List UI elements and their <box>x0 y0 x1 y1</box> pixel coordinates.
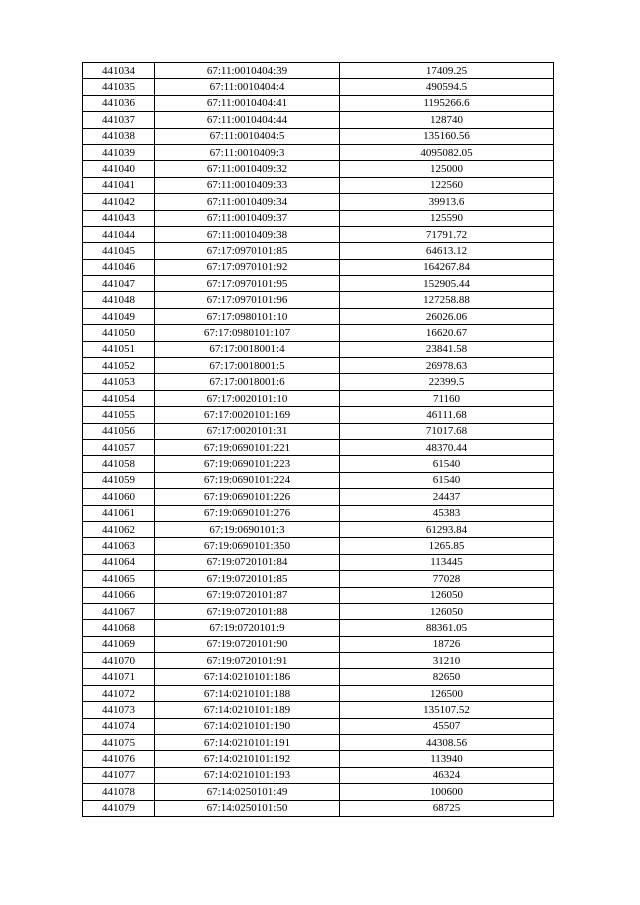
table-row <box>83 226 554 242</box>
table-row <box>83 784 554 800</box>
value-cell: 45507 <box>340 718 554 734</box>
value-cell: 17409.25 <box>340 63 554 79</box>
row-number-cell: 441069 <box>83 636 155 652</box>
cadastral-number-cell: 67:19:0690101:350 <box>155 538 340 554</box>
row-number-cell: 441070 <box>83 653 155 669</box>
row-number-cell: 441050 <box>83 325 155 341</box>
cadastral-number-cell: 67:11:0010409:34 <box>155 194 340 210</box>
table-row <box>83 653 554 669</box>
row-number-cell: 441074 <box>83 718 155 734</box>
row-number-cell: 441046 <box>83 259 155 275</box>
table-row <box>83 128 554 144</box>
table-row <box>83 587 554 603</box>
table-row <box>83 210 554 226</box>
row-number-cell: 441071 <box>83 669 155 685</box>
table-row <box>83 390 554 406</box>
row-number-cell: 441037 <box>83 112 155 128</box>
row-number-cell: 441049 <box>83 308 155 324</box>
cadastral-number-cell: 67:17:0020101:31 <box>155 423 340 439</box>
row-number-cell: 441065 <box>83 571 155 587</box>
value-cell: 1195266.6 <box>340 95 554 111</box>
cadastral-number-cell: 67:17:0018001:4 <box>155 341 340 357</box>
table-row <box>83 341 554 357</box>
value-cell: 126050 <box>340 587 554 603</box>
cadastral-number-cell: 67:19:0690101:221 <box>155 439 340 455</box>
cadastral-number-cell: 67:17:0018001:6 <box>155 374 340 390</box>
table-row <box>83 620 554 636</box>
value-cell: 46324 <box>340 767 554 783</box>
table-row <box>83 407 554 423</box>
table-row <box>83 636 554 652</box>
cadastral-number-cell: 67:19:0690101:223 <box>155 456 340 472</box>
row-number-cell: 441059 <box>83 472 155 488</box>
cadastral-number-cell: 67:14:0210101:190 <box>155 718 340 734</box>
value-cell: 61540 <box>340 472 554 488</box>
row-number-cell: 441040 <box>83 161 155 177</box>
table-row <box>83 472 554 488</box>
cadastral-number-cell: 67:19:0720101:85 <box>155 571 340 587</box>
row-number-cell: 441078 <box>83 784 155 800</box>
table-row <box>83 702 554 718</box>
cadastral-number-cell: 67:11:0010409:33 <box>155 177 340 193</box>
table-row <box>83 423 554 439</box>
value-cell: 45383 <box>340 505 554 521</box>
cadastral-number-cell: 67:11:0010409:37 <box>155 210 340 226</box>
table-row <box>83 554 554 570</box>
row-number-cell: 441053 <box>83 374 155 390</box>
value-cell: 61540 <box>340 456 554 472</box>
row-number-cell: 441068 <box>83 620 155 636</box>
value-cell: 1265.85 <box>340 538 554 554</box>
table-row <box>83 538 554 554</box>
cadastral-number-cell: 67:14:0210101:189 <box>155 702 340 718</box>
table-row <box>83 669 554 685</box>
value-cell: 23841.58 <box>340 341 554 357</box>
table-row <box>83 521 554 537</box>
row-number-cell: 441054 <box>83 390 155 406</box>
row-number-cell: 441047 <box>83 276 155 292</box>
row-number-cell: 441048 <box>83 292 155 308</box>
cadastral-number-cell: 67:19:0720101:87 <box>155 587 340 603</box>
cadastral-number-cell: 67:14:0210101:191 <box>155 735 340 751</box>
cadastral-number-cell: 67:17:0020101:169 <box>155 407 340 423</box>
row-number-cell: 441079 <box>83 800 155 816</box>
row-number-cell: 441034 <box>83 63 155 79</box>
table-row <box>83 243 554 259</box>
table-row <box>83 685 554 701</box>
cadastral-number-cell: 67:17:0980101:107 <box>155 325 340 341</box>
table-row <box>83 571 554 587</box>
value-cell: 18726 <box>340 636 554 652</box>
row-number-cell: 441062 <box>83 521 155 537</box>
cadastral-number-cell: 67:11:0010409:38 <box>155 226 340 242</box>
cadastral-number-cell: 67:14:0210101:188 <box>155 685 340 701</box>
row-number-cell: 441073 <box>83 702 155 718</box>
row-number-cell: 441060 <box>83 489 155 505</box>
row-number-cell: 441036 <box>83 95 155 111</box>
value-cell: 88361.05 <box>340 620 554 636</box>
cadastral-number-cell: 67:14:0210101:192 <box>155 751 340 767</box>
cadastral-number-cell: 67:11:0010409:32 <box>155 161 340 177</box>
table-row <box>83 603 554 619</box>
value-cell: 24437 <box>340 489 554 505</box>
cadastral-number-cell: 67:17:0970101:92 <box>155 259 340 275</box>
table-row <box>83 489 554 505</box>
row-number-cell: 441035 <box>83 79 155 95</box>
value-cell: 26026.06 <box>340 308 554 324</box>
value-cell: 46111.68 <box>340 407 554 423</box>
row-number-cell: 441072 <box>83 685 155 701</box>
value-cell: 82650 <box>340 669 554 685</box>
cadastral-number-cell: 67:19:0720101:84 <box>155 554 340 570</box>
value-cell: 125590 <box>340 210 554 226</box>
cadastral-number-cell: 67:11:0010404:44 <box>155 112 340 128</box>
value-cell: 31210 <box>340 653 554 669</box>
table-row <box>83 194 554 210</box>
row-number-cell: 441043 <box>83 210 155 226</box>
table-row <box>83 505 554 521</box>
row-number-cell: 441056 <box>83 423 155 439</box>
table-row <box>83 751 554 767</box>
cadastral-number-cell: 67:19:0690101:3 <box>155 521 340 537</box>
value-cell: 125000 <box>340 161 554 177</box>
value-cell: 490594.5 <box>340 79 554 95</box>
value-cell: 122560 <box>340 177 554 193</box>
cadastral-number-cell: 67:11:0010409:3 <box>155 144 340 160</box>
row-number-cell: 441057 <box>83 439 155 455</box>
row-number-cell: 441067 <box>83 603 155 619</box>
row-number-cell: 441052 <box>83 358 155 374</box>
value-cell: 61293.84 <box>340 521 554 537</box>
table-row <box>83 95 554 111</box>
value-cell: 39913.6 <box>340 194 554 210</box>
cadastral-number-cell: 67:17:0970101:85 <box>155 243 340 259</box>
cadastral-number-cell: 67:11:0010404:4 <box>155 79 340 95</box>
value-cell: 126050 <box>340 603 554 619</box>
table-row <box>83 439 554 455</box>
table-row <box>83 374 554 390</box>
row-number-cell: 441058 <box>83 456 155 472</box>
value-cell: 16620.67 <box>340 325 554 341</box>
value-cell: 100600 <box>340 784 554 800</box>
cadastral-number-cell: 67:17:0020101:10 <box>155 390 340 406</box>
value-cell: 71017.68 <box>340 423 554 439</box>
cadastral-number-cell: 67:19:0720101:90 <box>155 636 340 652</box>
cadastral-number-cell: 67:14:0210101:186 <box>155 669 340 685</box>
value-cell: 113940 <box>340 751 554 767</box>
cadastral-number-cell: 67:19:0720101:9 <box>155 620 340 636</box>
cadastral-number-cell: 67:19:0690101:224 <box>155 472 340 488</box>
row-number-cell: 441076 <box>83 751 155 767</box>
row-number-cell: 441051 <box>83 341 155 357</box>
cadastral-number-cell: 67:17:0970101:96 <box>155 292 340 308</box>
table-row <box>83 456 554 472</box>
row-number-cell: 441077 <box>83 767 155 783</box>
cadastral-number-cell: 67:19:0690101:226 <box>155 489 340 505</box>
table-row <box>83 79 554 95</box>
table-body <box>83 63 554 817</box>
row-number-cell: 441055 <box>83 407 155 423</box>
table-row <box>83 718 554 734</box>
table-row <box>83 259 554 275</box>
cadastral-number-cell: 67:11:0010404:41 <box>155 95 340 111</box>
row-number-cell: 441041 <box>83 177 155 193</box>
value-cell: 126500 <box>340 685 554 701</box>
value-cell: 71791.72 <box>340 226 554 242</box>
cadastral-number-cell: 67:11:0010404:39 <box>155 63 340 79</box>
value-cell: 77028 <box>340 571 554 587</box>
cadastral-number-cell: 67:17:0018001:5 <box>155 358 340 374</box>
table-row <box>83 177 554 193</box>
row-number-cell: 441061 <box>83 505 155 521</box>
value-cell: 44308.56 <box>340 735 554 751</box>
value-cell: 22399.5 <box>340 374 554 390</box>
value-cell: 135107.52 <box>340 702 554 718</box>
value-cell: 152905.44 <box>340 276 554 292</box>
value-cell: 127258.88 <box>340 292 554 308</box>
value-cell: 48370.44 <box>340 439 554 455</box>
data-table <box>82 62 554 817</box>
table-row <box>83 292 554 308</box>
table-row <box>83 144 554 160</box>
cadastral-number-cell: 67:17:0980101:10 <box>155 308 340 324</box>
row-number-cell: 441045 <box>83 243 155 259</box>
cadastral-number-cell: 67:14:0210101:193 <box>155 767 340 783</box>
table-row <box>83 325 554 341</box>
table-row <box>83 358 554 374</box>
row-number-cell: 441064 <box>83 554 155 570</box>
value-cell: 4095082.05 <box>340 144 554 160</box>
table-row <box>83 800 554 816</box>
cadastral-number-cell: 67:19:0720101:91 <box>155 653 340 669</box>
row-number-cell: 441066 <box>83 587 155 603</box>
cadastral-number-cell: 67:14:0250101:49 <box>155 784 340 800</box>
value-cell: 68725 <box>340 800 554 816</box>
table-row <box>83 112 554 128</box>
value-cell: 164267.84 <box>340 259 554 275</box>
value-cell: 135160.56 <box>340 128 554 144</box>
cadastral-number-cell: 67:14:0250101:50 <box>155 800 340 816</box>
cadastral-number-cell: 67:19:0690101:276 <box>155 505 340 521</box>
row-number-cell: 441044 <box>83 226 155 242</box>
table-row <box>83 161 554 177</box>
row-number-cell: 441063 <box>83 538 155 554</box>
value-cell: 64613.12 <box>340 243 554 259</box>
value-cell: 26978.63 <box>340 358 554 374</box>
value-cell: 128740 <box>340 112 554 128</box>
table-row <box>83 63 554 79</box>
row-number-cell: 441075 <box>83 735 155 751</box>
cadastral-number-cell: 67:19:0720101:88 <box>155 603 340 619</box>
row-number-cell: 441038 <box>83 128 155 144</box>
row-number-cell: 441039 <box>83 144 155 160</box>
value-cell: 71160 <box>340 390 554 406</box>
value-cell: 113445 <box>340 554 554 570</box>
table-row <box>83 735 554 751</box>
table-row <box>83 767 554 783</box>
cadastral-number-cell: 67:17:0970101:95 <box>155 276 340 292</box>
row-number-cell: 441042 <box>83 194 155 210</box>
table-row <box>83 276 554 292</box>
table-row <box>83 308 554 324</box>
cadastral-number-cell: 67:11:0010404:5 <box>155 128 340 144</box>
